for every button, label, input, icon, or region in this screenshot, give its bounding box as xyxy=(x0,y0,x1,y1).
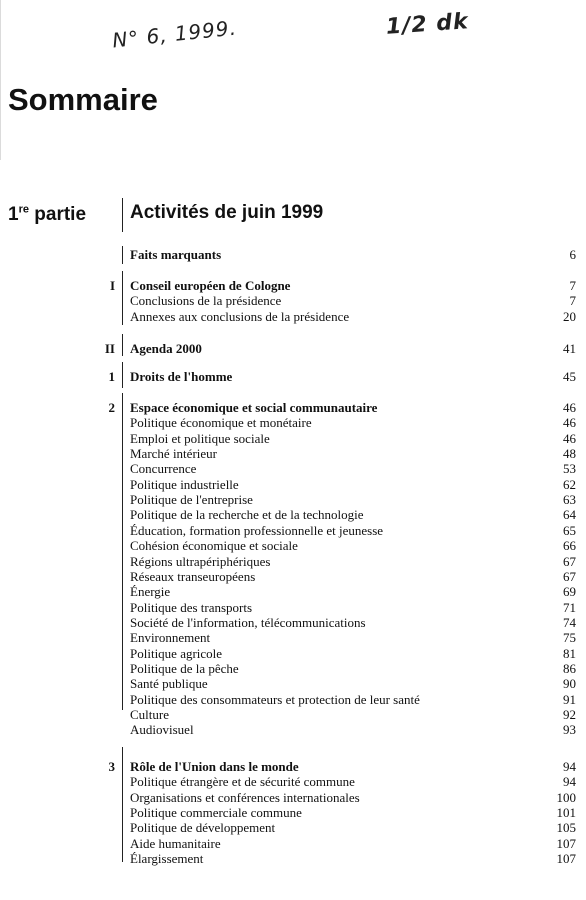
page-number: 53 xyxy=(563,461,576,477)
toc-entry: Audiovisuel xyxy=(130,722,194,738)
toc-entry: Régions ultrapériphériques xyxy=(130,553,271,569)
page-number: 93 xyxy=(563,722,576,738)
page-number: 46 xyxy=(563,430,576,446)
page-number: 45 xyxy=(563,369,576,384)
page-number: 94 xyxy=(563,774,576,790)
page-number: 69 xyxy=(563,584,576,600)
page-number: 63 xyxy=(563,492,576,508)
page-number: 67 xyxy=(563,553,576,569)
toc-entry: Société de l'information, télécommunications xyxy=(130,614,366,630)
toc-entry: Culture xyxy=(130,707,169,722)
page-number: 48 xyxy=(563,446,576,462)
toc-entry: Annexes aux conclusions de la présidence xyxy=(130,308,350,324)
page-number: 94 xyxy=(563,759,576,774)
handwritten-note-right: 1/2 dk xyxy=(385,9,470,40)
page-number: 92 xyxy=(563,707,576,722)
column-divider xyxy=(122,271,123,325)
section-heading: Faits marquants xyxy=(130,247,222,262)
page-number: 100 xyxy=(556,789,576,805)
section-heading: Droits de l'homme xyxy=(130,369,233,384)
toc-entry: Marché intérieur xyxy=(130,446,217,462)
toc-entry: Politique des transports xyxy=(130,599,253,615)
toc-entry: Emploi et politique sociale xyxy=(130,430,270,446)
page-number: 66 xyxy=(563,538,576,554)
section-heading: Agenda 2000 xyxy=(130,341,202,356)
page-number: 6 xyxy=(569,247,576,262)
page-number: 107 xyxy=(556,851,576,867)
page-number: 7 xyxy=(569,293,576,309)
section-number: 1 xyxy=(108,369,115,384)
toc-entry: Éducation, formation professionnelle et jeunesse xyxy=(130,522,384,538)
section-heading: Conseil européen de Cologne xyxy=(130,278,291,293)
page-number: 64 xyxy=(563,507,576,523)
page-number: 20 xyxy=(563,308,576,324)
toc-entry: Conclusions de la présidence xyxy=(130,293,282,309)
section-heading: Rôle de l'Union dans le monde xyxy=(130,759,299,774)
toc-entry: Réseaux transeuropéens xyxy=(130,568,256,584)
toc-entry: Politique commerciale commune xyxy=(130,805,302,821)
page-number: 62 xyxy=(563,476,576,492)
toc-entry: Politique industrielle xyxy=(130,476,239,492)
toc-entry: Politique de l'entreprise xyxy=(130,492,253,508)
toc-entry: Santé publique xyxy=(130,676,208,692)
page-number: 91 xyxy=(563,691,576,707)
page-number: 86 xyxy=(563,660,576,676)
toc-entry: Politique des consommateurs et protection de leur santé xyxy=(130,691,420,707)
toc-entry: Élargissement xyxy=(130,851,204,867)
column-divider xyxy=(122,198,123,232)
page-number: 75 xyxy=(563,630,576,646)
toc-entry: Cohésion économique et sociale xyxy=(130,538,298,554)
part-number-suffix: re xyxy=(18,203,29,216)
toc-entry: Concurrence xyxy=(130,461,197,477)
page-title: Sommaire xyxy=(8,82,158,117)
handwritten-note-left: N° 6, 1999. xyxy=(111,15,238,53)
toc-entry: Environnement xyxy=(130,630,211,646)
column-divider xyxy=(122,246,123,264)
page-number: 41 xyxy=(563,341,576,356)
page-number: 65 xyxy=(563,522,576,538)
page-number: 46 xyxy=(563,415,576,431)
page-number: 74 xyxy=(563,614,576,630)
page-number: 81 xyxy=(563,645,576,661)
toc-entry: Politique agricole xyxy=(130,645,223,661)
section-number: 2 xyxy=(108,400,115,415)
page-number: 67 xyxy=(563,568,576,584)
toc-entry: Politique étrangère et de sécurité commune xyxy=(130,774,355,790)
page-number: 71 xyxy=(563,599,576,615)
page-number: 101 xyxy=(556,805,576,821)
column-divider xyxy=(122,362,123,388)
page-number: 107 xyxy=(556,835,576,851)
part-number: 1 xyxy=(8,204,19,225)
section-number: 3 xyxy=(108,759,115,774)
page-number: 46 xyxy=(563,400,576,415)
page-number: 105 xyxy=(556,820,576,836)
toc-entry: Politique économique et monétaire xyxy=(130,415,312,431)
part-title: Activités de juin 1999 xyxy=(130,202,324,223)
toc-entry: Aide humanitaire xyxy=(130,835,221,851)
toc-entry: Organisations et conférences internationales xyxy=(130,789,360,805)
scan-edge-mark xyxy=(0,0,6,160)
toc-entry: Politique de développement xyxy=(130,820,276,836)
column-divider xyxy=(122,747,123,862)
section-heading: Espace économique et social communautaire xyxy=(130,400,378,415)
page-number: 7 xyxy=(569,278,576,293)
toc-entry: Énergie xyxy=(130,584,171,600)
column-divider xyxy=(122,393,123,710)
section-number: II xyxy=(104,341,115,356)
toc-entry: Politique de la recherche et de la technologie xyxy=(130,507,364,523)
part-word: partie xyxy=(34,204,87,225)
section-number: I xyxy=(109,278,115,293)
column-divider xyxy=(122,334,123,356)
part-label xyxy=(8,204,86,226)
page-number: 90 xyxy=(563,676,576,692)
toc-entry: Politique de la pêche xyxy=(130,660,239,676)
